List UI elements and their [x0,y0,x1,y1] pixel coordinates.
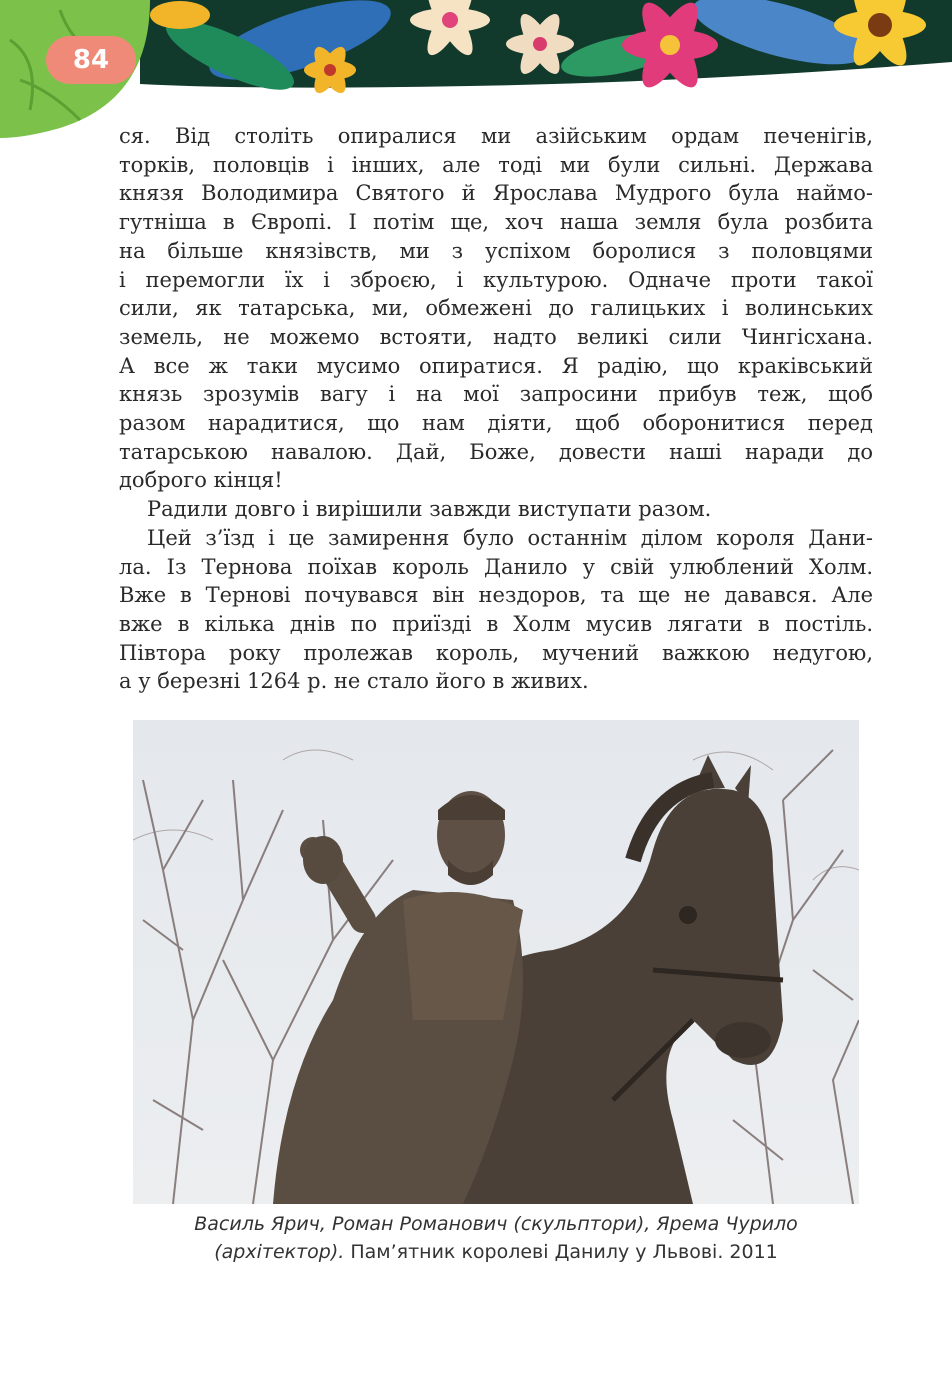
text-line: князя Володимира Святого й Ярослава Мудрого була наймо- [119,181,873,206]
text-line: Радили довго і вирішили завжди виступати разом. [147,497,712,522]
text-line: князь зрозумів вагу і на мої запросини прибув теж, щоб [119,382,873,407]
page-number: 84 [46,36,136,84]
text-line: сили, як татарська, ми, обмежені до галицьких і волинських [119,296,873,321]
text-line: татарською навалою. Дай, Боже, довести наші наради до [119,439,873,464]
caption-authors-cont: (архітектор). [214,1241,345,1263]
text-line: разом нарадитися, що нам діяти, щоб оборонитися перед [119,411,873,436]
text-line: вже в кілька днів по приїзді в Холм мусив лягати в постіль. [119,611,873,636]
text-line: гутніша в Європі. І потім ще, хоч наша земля була розбита [119,210,873,235]
text-line: ла. Із Тернова поїхав король Данило у свій улюблений Холм. [119,554,873,579]
caption-authors: Василь Ярич, Роман Романович (скульптори), Ярема Чурило [194,1213,798,1235]
floral-banner [0,0,952,140]
photo-caption [120,1210,872,1266]
text-line: ся. Від століть опиралися ми азійським ордам печенігів, [119,124,873,148]
caption-title: Пам’ятник королеві Данилу у Львові. 2011 [344,1241,778,1263]
text-line: А все ж таки мусимо опиратися. Я радію, що краківський [119,353,873,378]
caption-line-2 [120,1238,872,1266]
text-line: і перемогли їх і зброєю, і культурою. Одначе проти такої [119,267,873,292]
monument-photo [133,720,859,1204]
text-line: а у березні 1264 р. не стало його в живих. [119,669,589,694]
body-text [119,122,873,696]
text-line: на більше князівств, ми з успіхом боролися з половцями [119,238,873,263]
text-line: доброго кінця! [119,468,283,493]
text-line: торків, половців і інших, але тоді ми були сильні. Держава [119,152,873,177]
caption-line-1 [120,1210,872,1238]
text-line: земель, не можемо встояти, надто великі сили Чингісхана. [119,324,873,349]
text-line: Вже в Тернові почувався він нездоров, та ще не давався. Але [119,583,873,608]
text-line: Півтора року пролежав король, мучений важкою недугою, [119,640,873,665]
text-line: Цей з’їзд і це замирення було останнім ділом короля Дани- [147,525,873,550]
